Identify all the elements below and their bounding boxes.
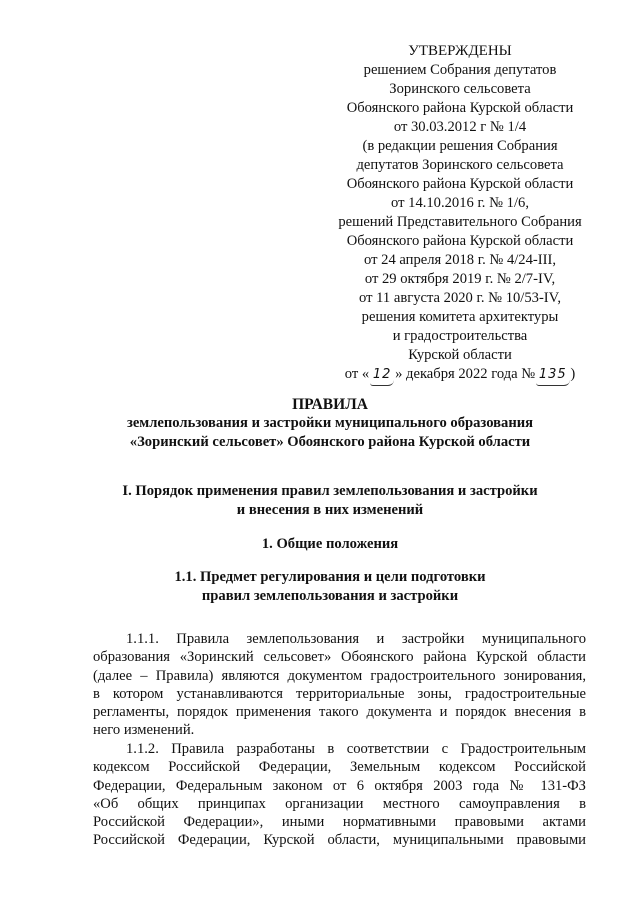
approval-line: от 30.03.2012 г № 1/4	[393, 119, 527, 135]
approval-stamp	[310, 42, 610, 384]
section-heading-line: I. Порядок применения правил землепользования и застройки	[122, 483, 538, 499]
approval-line: Зоринского сельсовета	[389, 81, 531, 97]
approval-line: депутатов Зоринского сельсовета	[356, 157, 564, 173]
approval-line: решением Собрания депутатов	[363, 62, 557, 78]
approval-line: решения комитета архитектуры	[361, 309, 559, 325]
document-title	[60, 395, 600, 452]
paragraph-1-1-1	[93, 630, 586, 740]
approval-line: (в редакции решения Собрания	[362, 138, 558, 154]
paragraph-line: него изменений.	[93, 722, 195, 739]
approval-line: от 24 апреля 2018 г. № 4/24-III,	[364, 252, 556, 268]
paragraph-line: Российской Федерации, Курской области, муниципальными правовыми	[93, 832, 586, 849]
paragraph-line: Российской Федерации», иными нормативными правовыми актами	[93, 814, 586, 831]
section-heading	[60, 482, 600, 520]
chapter-heading-text: 1. Общие положения	[261, 536, 399, 552]
paragraph-line: 1.1.1. Правила землепользования и застройки муниципального	[126, 631, 586, 647]
approval-line: Обоянского района Курской области	[346, 176, 574, 192]
approval-line: от 14.10.2016 г. № 1/6,	[391, 195, 529, 211]
approval-line: Обоянского района Курской области	[346, 100, 574, 116]
approval-date-line	[310, 365, 610, 384]
document-title-line: землепользования и застройки муниципального образования	[126, 415, 534, 431]
paragraph-line: регламенты, порядок применения такого документа и порядок внесения в	[93, 704, 586, 721]
approval-date-prefix: от «	[344, 366, 370, 382]
approval-line: и градостроительства	[392, 328, 528, 344]
subsection-heading	[60, 568, 600, 606]
handwritten-day: 12	[372, 367, 392, 382]
approval-title: УТВЕРЖДЕНЫ	[408, 43, 512, 59]
approval-line: от 29 октября 2019 г. № 2/7-IV,	[364, 271, 556, 287]
paragraph-line: 1.1.2. Правила разработаны в соответствии с Градостроительным	[126, 741, 586, 757]
chapter-heading	[60, 535, 600, 554]
paragraph-line: «Об общих принципах организации местного самоуправления в	[93, 795, 586, 812]
paragraph-1-1-2	[93, 740, 586, 850]
document-title-line: «Зоринский сельсовет» Обоянского района Курской области	[129, 434, 531, 450]
approval-date-suffix: )	[570, 366, 576, 382]
document-title-main: ПРАВИЛА	[292, 396, 368, 413]
paragraph-line: образования «Зоринский сельсовет» Обоянского района Курской области	[93, 649, 586, 666]
handwritten-number: 135	[538, 367, 567, 382]
subsection-heading-line: 1.1. Предмет регулирования и цели подготовки	[174, 569, 486, 585]
paragraph-line: в котором устанавливаются территориальные зоны, градостроительные	[93, 685, 586, 702]
paragraph-line: Федерации, Федеральным законом от 6 октября 2003 года № 131-ФЗ	[93, 777, 586, 794]
subsection-heading-line: правил землепользования и застройки	[201, 588, 459, 604]
approval-line: от 11 августа 2020 г. № 10/53-IV,	[359, 290, 561, 306]
paragraph-line: (далее – Правила) являются документом градостроительного зонирования,	[93, 667, 586, 684]
approval-line: Курской области	[408, 347, 512, 363]
section-heading-line: и внесения в них изменений	[236, 502, 424, 518]
approval-date-middle: » декабря 2022 года №	[395, 366, 536, 382]
approval-line: решений Представительного Собрания	[338, 214, 582, 230]
paragraph-line: кодексом Российской Федерации, Земельным кодексом Российской	[93, 759, 586, 776]
approval-line: Обоянского района Курской области	[346, 233, 574, 249]
